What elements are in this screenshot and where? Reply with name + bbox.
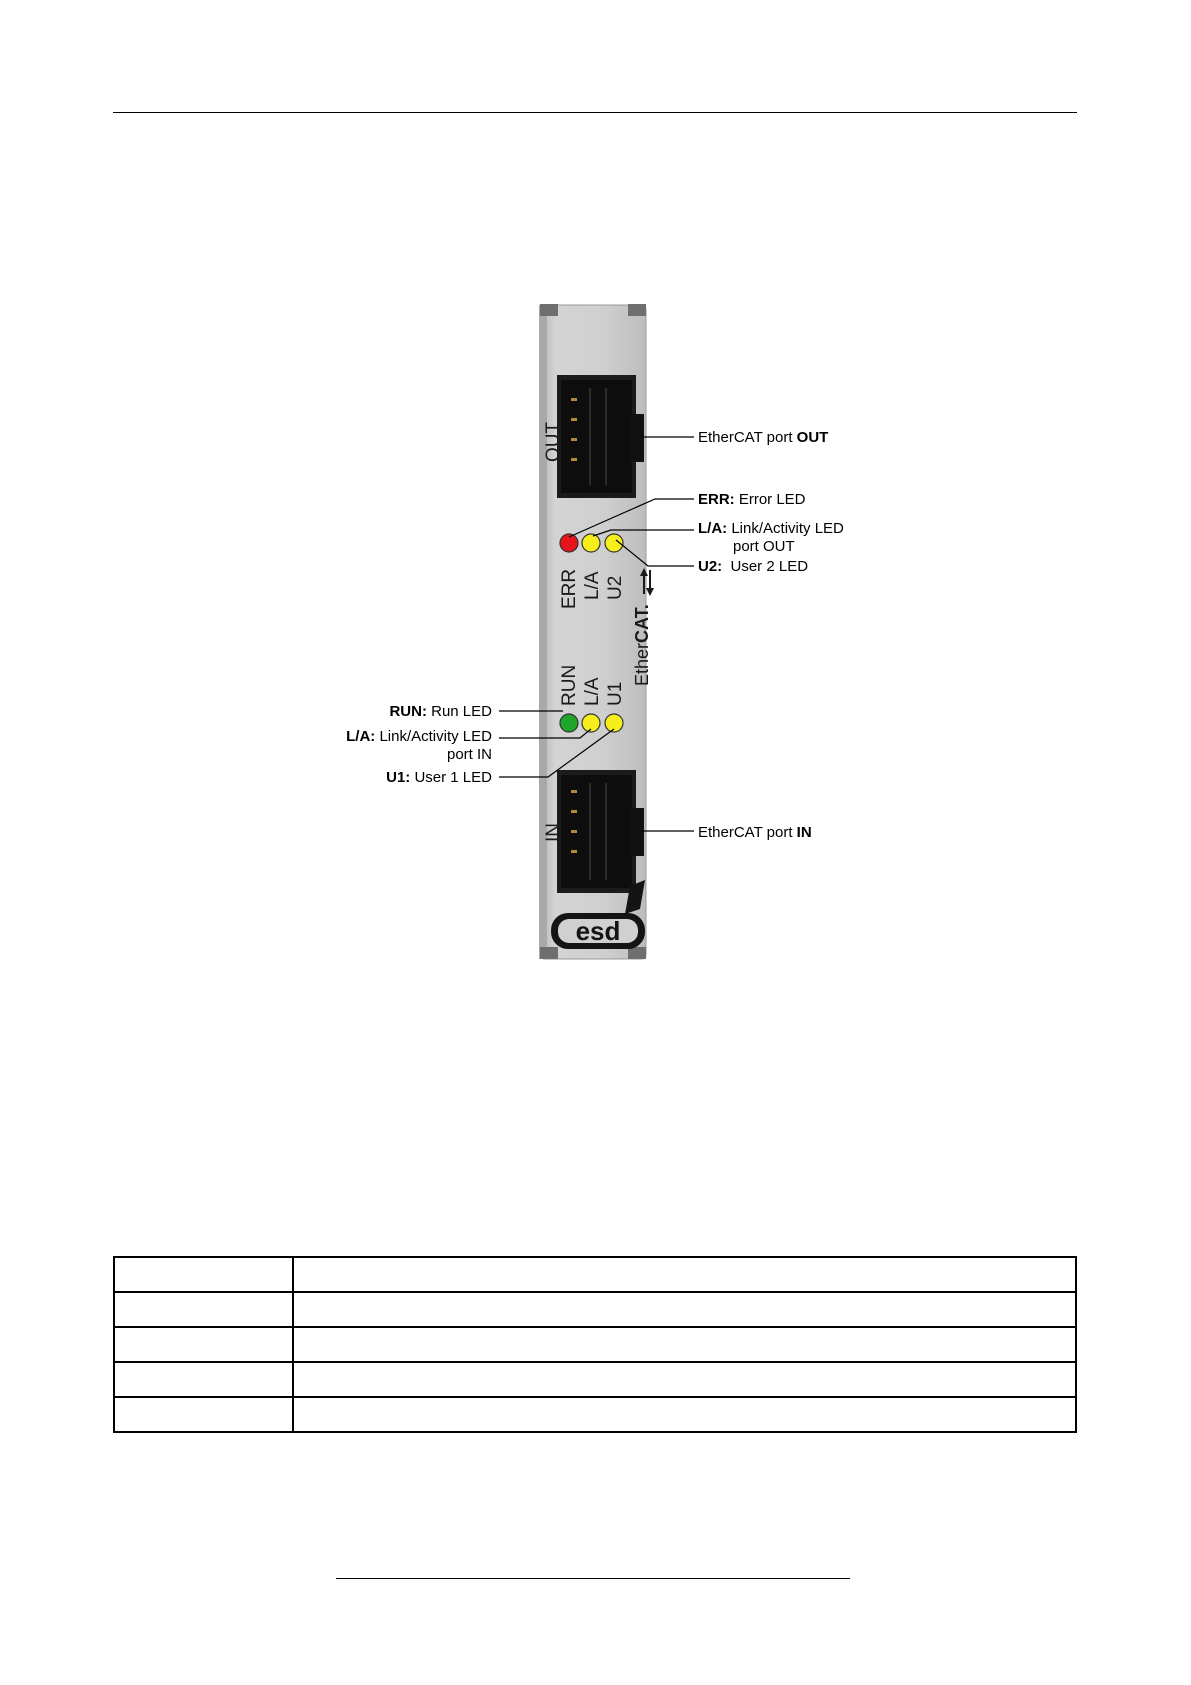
svg-text:EtherCAT. [632, 604, 652, 686]
table-cell [114, 1397, 293, 1432]
led-table [113, 1256, 1077, 1433]
ethercat-logo-light: Ether [632, 642, 652, 686]
table-cell [293, 1327, 1076, 1362]
callout-u1-text: User 1 LED [410, 769, 492, 786]
ethercat-port-out [557, 375, 644, 498]
run-led [560, 714, 578, 732]
callout-port-in-prefix: EtherCAT port [698, 824, 797, 841]
callout-la-out [698, 520, 844, 537]
callout-port-in-bold: IN [796, 824, 812, 841]
callout-u2-text: User 2 LED [722, 558, 809, 575]
la-out-led-label: L/A [582, 571, 603, 600]
callout-u2-bold: U2: [698, 558, 723, 575]
table-cell [114, 1292, 293, 1327]
callout-port-out [698, 429, 828, 446]
callout-la-out-line2: port OUT [733, 538, 795, 555]
callout-port-out-prefix: EtherCAT port [698, 429, 797, 446]
callout-la-in-bold: L/A: [346, 728, 376, 745]
callout-err [698, 491, 806, 508]
la-out-led [582, 534, 600, 552]
callout-u1 [386, 769, 492, 786]
table-cell [293, 1362, 1076, 1397]
callout-run [389, 703, 492, 720]
table-row [114, 1327, 1076, 1362]
callout-u1-bold: U1: [386, 769, 411, 786]
callout-port-in [698, 824, 812, 841]
ethercat-port-in [557, 770, 644, 893]
table-cell [293, 1257, 1076, 1292]
table-cell [293, 1397, 1076, 1432]
footer-rule [336, 1578, 850, 1579]
ethercat-logo-bold: CAT. [632, 604, 652, 643]
table-cell [114, 1257, 293, 1292]
in-port-label: IN [543, 823, 564, 842]
callout-la-in [346, 728, 492, 745]
esd-logo-text: esd [575, 916, 621, 946]
table-row [114, 1362, 1076, 1397]
callout-err-text: Error LED [734, 491, 806, 508]
table-cell [114, 1362, 293, 1397]
out-port-label: OUT [543, 421, 564, 462]
table-row [114, 1257, 1076, 1292]
table-row [114, 1397, 1076, 1432]
callout-la-out-bold: L/A: [698, 520, 728, 537]
u2-led-label: U2 [605, 575, 626, 600]
table-row [114, 1292, 1076, 1327]
callout-port-out-bold: OUT [796, 429, 829, 446]
ethercat-logo [632, 604, 652, 686]
la-in-led-label: L/A [582, 677, 603, 706]
table-cell [114, 1327, 293, 1362]
err-led-label: ERR [559, 568, 580, 609]
callout-la-in-text: Link/Activity LED [375, 728, 492, 745]
table-cell [293, 1292, 1076, 1327]
callout-la-out-text: Link/Activity LED [727, 520, 844, 537]
u1-led-label: U1 [605, 681, 626, 706]
callout-u2 [698, 558, 808, 575]
callout-err-bold: ERR: [698, 491, 735, 508]
callout-la-in-line2: port IN [446, 746, 492, 763]
run-led-label: RUN [559, 664, 580, 706]
callout-run-bold: RUN: [389, 703, 427, 720]
callout-run-text: Run LED [426, 703, 492, 720]
